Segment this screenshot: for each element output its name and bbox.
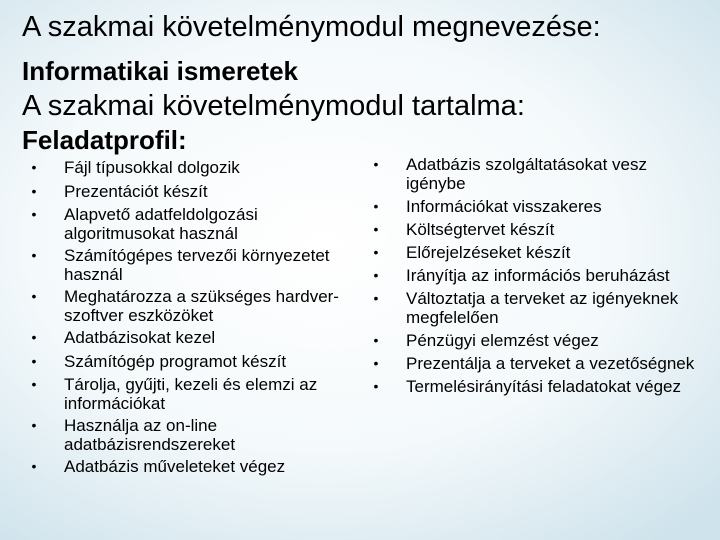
list-item-text: Adatbázis szolgáltatásokat vesz igénybe bbox=[406, 155, 647, 193]
list-item bbox=[370, 243, 710, 262]
list-item bbox=[28, 205, 348, 243]
bullet-icon: • bbox=[31, 417, 37, 433]
list-item-text: Adatbázis műveleteket végez bbox=[64, 457, 286, 476]
list-item bbox=[28, 287, 348, 325]
list-item bbox=[28, 375, 348, 413]
list-item bbox=[28, 328, 348, 347]
list-item-text: Tárolja, gyűjti, kezeli és elemzi az információkat bbox=[64, 375, 318, 413]
list-item-text: Meghatározza a szükséges hardver-szoftver eszközöket bbox=[64, 287, 339, 325]
list-item-text: Változtatja a terveket az igényeknek megfelelően bbox=[406, 289, 679, 327]
bullet-icon: • bbox=[31, 206, 37, 222]
list-item bbox=[28, 158, 348, 177]
list-item-text: Előrejelzéseket készít bbox=[406, 243, 571, 262]
list-item bbox=[370, 331, 710, 350]
bullet-icon: • bbox=[31, 247, 37, 263]
list-item bbox=[370, 220, 710, 239]
task-list-right bbox=[370, 155, 710, 400]
list-item bbox=[28, 246, 348, 284]
task-profile-heading: Feladatprofil: bbox=[22, 125, 187, 155]
bullet-icon: • bbox=[373, 244, 379, 260]
list-item-text: Prezentálja a terveket a vezetőségnek bbox=[406, 354, 695, 373]
bullet-icon: • bbox=[373, 290, 379, 306]
bullet-icon: • bbox=[31, 376, 37, 392]
bullet-icon: • bbox=[373, 198, 379, 214]
bullet-icon: • bbox=[373, 355, 379, 371]
list-item bbox=[370, 354, 710, 373]
bullet-icon: • bbox=[31, 288, 37, 304]
list-item-text: Számítógép programot készít bbox=[64, 351, 287, 371]
bullet-icon: • bbox=[31, 159, 37, 175]
list-item-text: Használja az on-line adatbázisrendszereket bbox=[64, 416, 236, 454]
bullet-icon: • bbox=[373, 332, 379, 348]
list-item-text: Számítógépes tervezői környezetet használ bbox=[64, 246, 330, 284]
module-content-heading: A szakmai követelménymodul tartalma: bbox=[22, 90, 525, 122]
list-item bbox=[28, 416, 348, 454]
bullet-icon: • bbox=[373, 156, 379, 172]
list-item-text: Fájl típusokkal dolgozik bbox=[64, 158, 240, 177]
bullet-icon: • bbox=[31, 182, 37, 199]
list-item bbox=[370, 197, 710, 216]
list-item-text: Pénzügyi elemzést végez bbox=[406, 331, 599, 350]
module-name-heading: A szakmai követelménymodul megnevezése: bbox=[22, 11, 601, 43]
list-item bbox=[370, 266, 710, 285]
list-item-text: Alapvető adatfeldolgozási algoritmusokat használ bbox=[64, 205, 258, 243]
list-item-text: Prezentációt készít bbox=[64, 181, 208, 201]
bullet-icon: • bbox=[31, 329, 37, 345]
module-name-value: Informatikai ismeretek bbox=[22, 56, 299, 86]
list-item bbox=[28, 352, 348, 371]
bullet-icon: • bbox=[31, 458, 37, 474]
bullet-icon: • bbox=[31, 352, 37, 369]
list-item bbox=[370, 289, 710, 327]
list-item bbox=[370, 155, 710, 193]
task-list-left bbox=[28, 158, 348, 481]
list-item bbox=[28, 182, 348, 201]
list-item-text: Költségtervet készít bbox=[406, 220, 555, 239]
list-item-text: Termelésirányítási feladatokat végez bbox=[406, 377, 681, 396]
list-item-text: Információkat visszakeres bbox=[406, 197, 602, 216]
list-item-text: Adatbázisokat kezel bbox=[64, 328, 216, 347]
list-item bbox=[28, 457, 348, 476]
bullet-icon: • bbox=[373, 267, 379, 283]
bullet-icon: • bbox=[373, 378, 379, 394]
list-item-text: Irányítja az információs beruházást bbox=[406, 266, 670, 285]
bullet-icon: • bbox=[373, 221, 379, 237]
list-item bbox=[370, 377, 710, 396]
